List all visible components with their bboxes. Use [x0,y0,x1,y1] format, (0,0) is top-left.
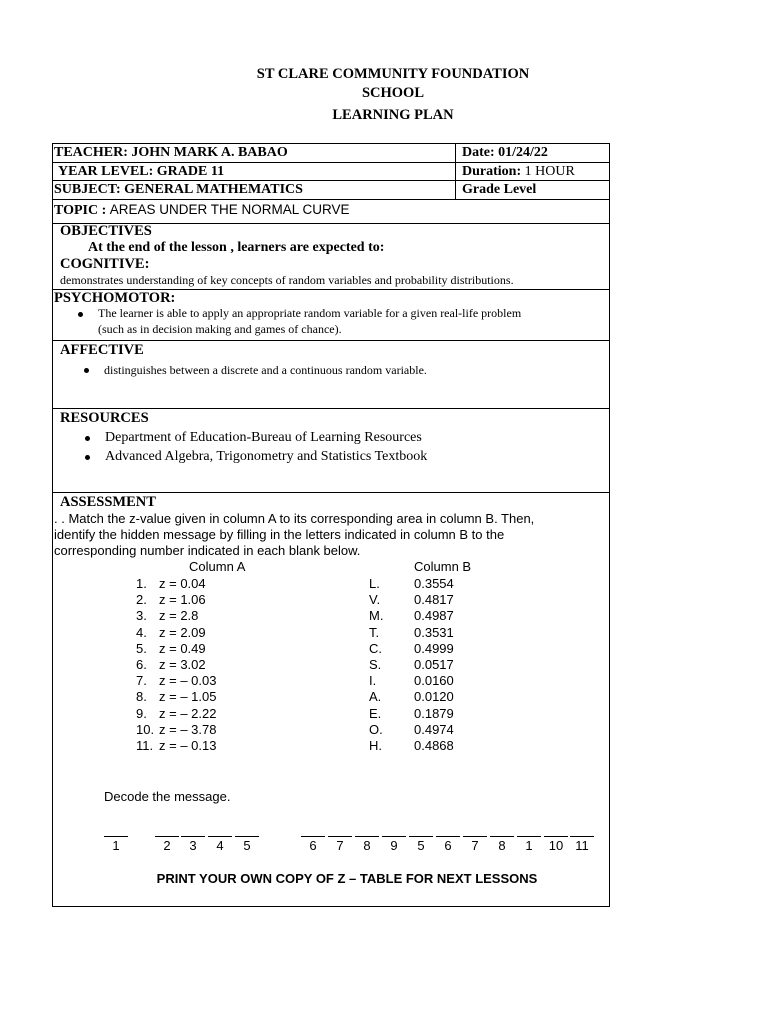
answer-blank[interactable] [463,836,487,837]
area-value: 0.4999 [414,640,454,656]
letter-code: V. [369,592,381,608]
answer-blank[interactable] [155,836,179,837]
assessment-heading: ASSESSMENT [60,494,156,510]
bullet-icon [78,312,83,317]
blank-number: 5 [243,838,251,853]
area-value: 0.0160 [414,673,454,689]
blank-number: 6 [309,838,317,853]
area-value: 0.4974 [414,721,454,737]
letter-code: A. [369,689,382,705]
area-value: 0.4817 [414,592,454,608]
z-value: z = – 1.05 [159,689,217,705]
letter-code: L. [369,576,380,591]
topic-label: TOPIC : [54,203,107,218]
assessment-instructions-line3: corresponding number indicated in each blank below. [54,543,361,558]
assessment-instructions-line1: . . Match the z-value given in column A to its corresponding area in column B. Then, [54,511,535,526]
column-b-header: Column B [414,559,472,574]
answer-blank[interactable] [104,836,128,837]
area-value: 0.1879 [414,705,454,721]
answer-blank[interactable] [328,836,352,837]
letter-code: I. [369,673,377,689]
area-value: 0.4987 [414,608,454,624]
blank-number: 7 [336,838,344,853]
blank-number: 5 [417,838,425,853]
topic-field [54,202,350,219]
z-value: z = 2.09 [159,624,206,640]
duration-value: 1 HOUR [524,164,575,179]
duration-field [462,164,575,180]
teacher-field: TEACHER: JOHN MARK A. BABAO [54,145,288,160]
objectives-heading: OBJECTIVES [60,223,152,239]
date-field: Date: 01/24/22 [462,145,548,160]
z-value: z = – 2.22 [159,705,217,721]
resource-item: Advanced Algebra, Trigonometry and Statistics Textbook [105,449,428,464]
cognitive-text: demonstrates understanding of key concepts of random variables and probability distributions. [60,273,514,287]
blank-number: 8 [363,838,371,853]
z-value: z = – 0.13 [159,738,217,753]
bullet-icon [85,455,90,460]
topic-value: AREAS UNDER THE NORMAL CURVE [109,202,350,217]
area-value: 0.3531 [414,624,454,640]
blank-number: 8 [498,838,506,853]
letter-code: M. [369,608,384,624]
subject-field: SUBJECT: GENERAL MATHEMATICS [54,182,303,197]
item-number: 4. [136,624,147,640]
item-number: 7. [136,673,147,689]
year-level-field: YEAR LEVEL: GRADE 11 [58,164,225,179]
document-title: LEARNING PLAN [332,107,454,123]
area-value: 0.0120 [414,689,454,705]
school-name: ST CLARE COMMUNITY FOUNDATION [256,66,530,82]
assessment-instructions-line2: identify the hidden message by filling in the letters indicated in column B to the [54,527,505,542]
footer-note: PRINT YOUR OWN COPY OF Z – TABLE FOR NEXT LESSONS [156,871,538,886]
item-number: 6. [136,657,147,672]
item-number: 1. [136,576,147,591]
letter-code: T. [369,624,380,640]
z-value: z = 2.8 [159,608,199,624]
z-value: z = – 3.78 [159,721,217,737]
z-value: z = 1.06 [159,592,206,608]
blank-number: 1 [525,838,533,853]
blank-number: 10 [548,838,564,853]
decode-label: Decode the message. [104,789,231,804]
letter-code: C. [369,640,382,656]
duration-label: Duration: [462,164,522,179]
letter-code: O. [369,721,383,737]
answer-blank[interactable] [181,836,205,837]
z-value: z = 0.49 [159,640,206,656]
item-number: 9. [136,705,147,721]
bullet-icon [84,368,89,373]
objectives-intro: At the end of the lesson , learners are expected to: [88,240,385,255]
answer-blank[interactable] [409,836,433,837]
blank-number: 7 [471,838,479,853]
letter-code: S. [369,657,382,672]
blank-number: 4 [216,838,224,853]
letter-code: H. [369,738,382,753]
z-value: z = 0.04 [159,576,206,591]
item-number: 11. [136,738,154,753]
item-number: 8. [136,689,147,705]
item-number: 2. [136,592,147,608]
answer-blank[interactable] [544,836,568,837]
answer-blank[interactable] [570,836,594,837]
answer-blank[interactable] [382,836,406,837]
answer-blank[interactable] [301,836,325,837]
answer-blank[interactable] [235,836,259,837]
bullet-icon [85,436,90,441]
answer-blank[interactable] [355,836,379,837]
resources-heading: RESOURCES [60,410,149,426]
answer-blank[interactable] [517,836,541,837]
resource-item: Department of Education-Bureau of Learning Resources [105,430,422,445]
blank-number: 3 [189,838,197,853]
psychomotor-text-line2: (such as in decision making and games of chance). [98,322,342,336]
z-value: z = – 0.03 [159,673,217,689]
cognitive-heading: COGNITIVE: [60,256,150,272]
answer-blank[interactable] [208,836,232,837]
item-number: 5. [136,640,147,656]
letter-code: E. [369,705,382,721]
grade-level-field: Grade Level [462,182,537,197]
answer-blank[interactable] [436,836,460,837]
column-a-header: Column A [189,559,246,574]
z-value: z = 3.02 [159,657,206,672]
psychomotor-heading: PSYCHOMOTOR: [54,290,176,306]
blank-number: 6 [444,838,452,853]
affective-item: distinguishes between a discrete and a continuous random variable. [104,363,427,377]
school-name-line2: SCHOOL [361,85,425,101]
affective-heading: AFFECTIVE [60,342,144,358]
blank-number: 2 [163,838,171,853]
psychomotor-text-line1: The learner is able to apply an appropriate random variable for a given real-life problem [98,306,522,320]
answer-blank[interactable] [490,836,514,837]
area-value: 0.4868 [414,738,454,753]
item-number: 10. [136,721,155,737]
area-value: 0.3554 [414,576,454,591]
blank-number: 11 [575,838,589,853]
blank-number: 1 [112,838,120,853]
area-value: 0.0517 [414,657,454,672]
blank-number: 9 [390,838,398,853]
item-number: 3. [136,608,147,624]
